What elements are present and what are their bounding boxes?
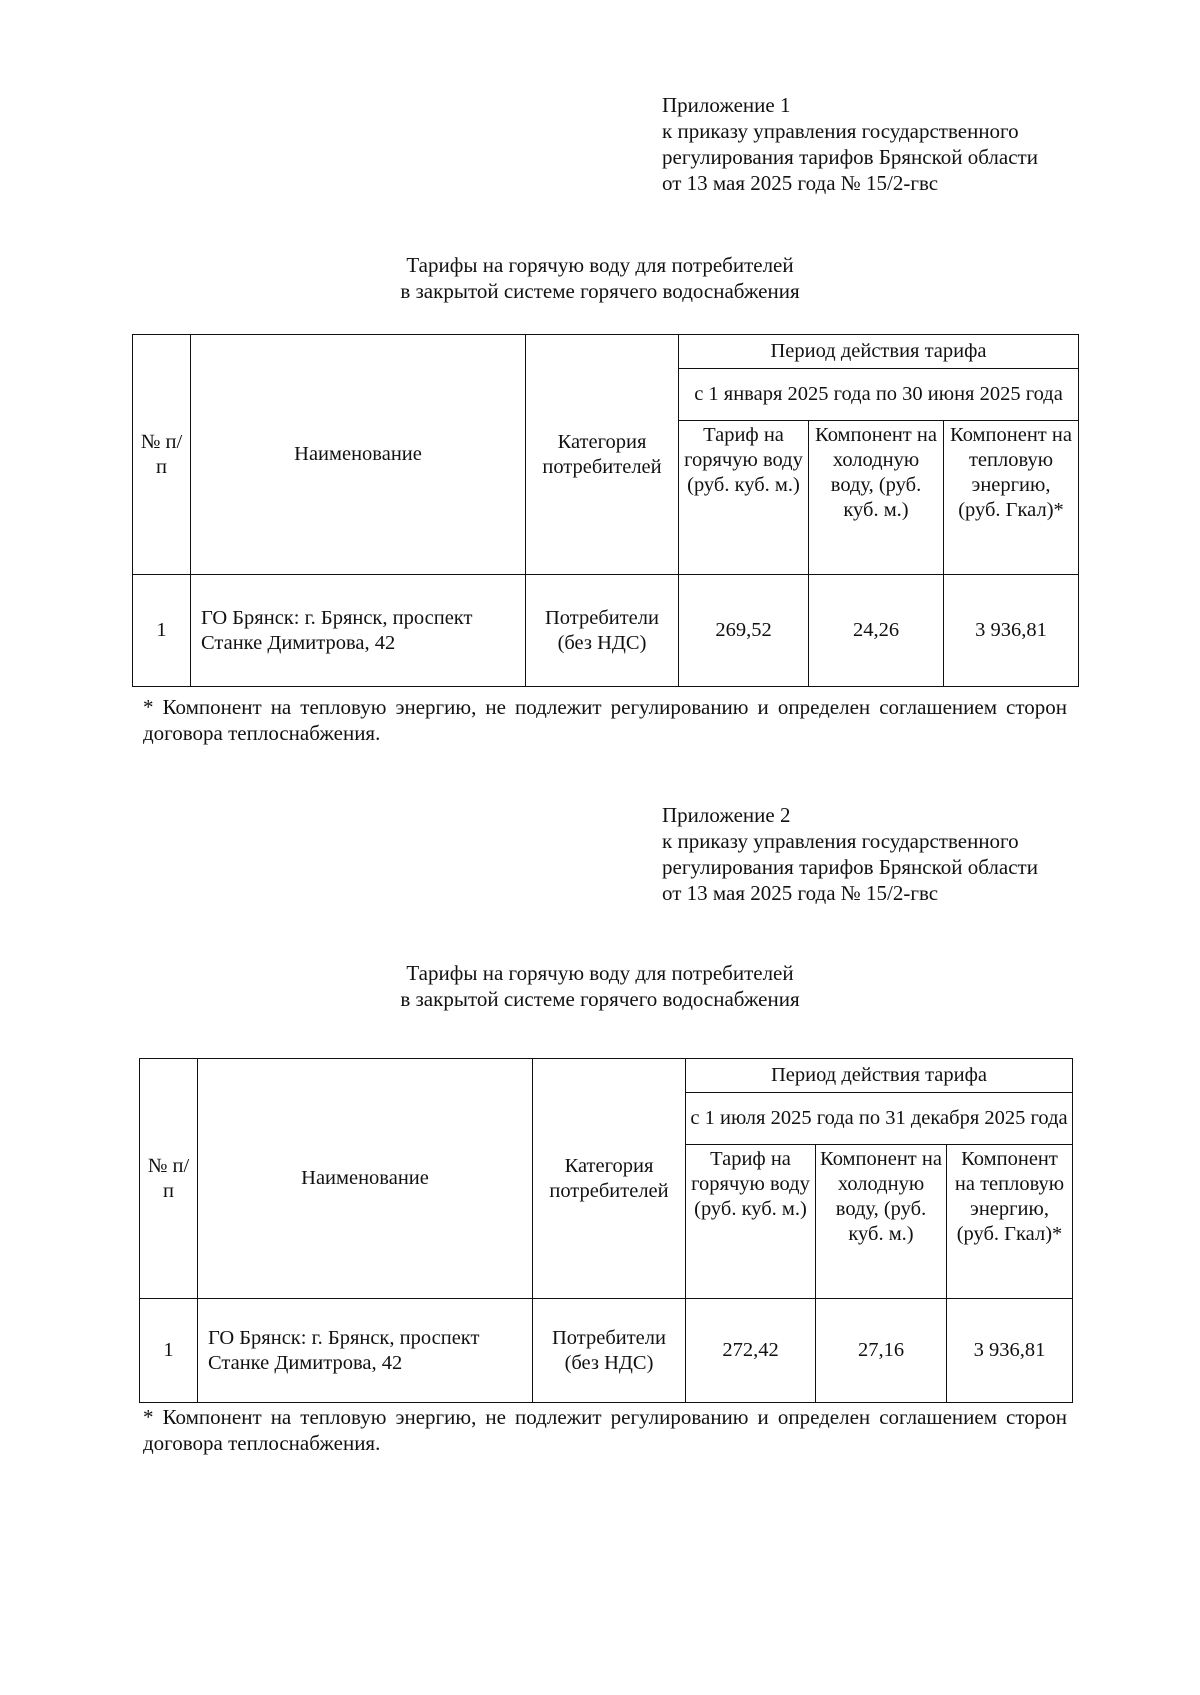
- title-line: Тарифы на горячую воду для потребителей: [406, 961, 794, 985]
- header-tariff: Тариф на горячую воду (руб. куб. м.): [679, 421, 809, 575]
- header-period: Период действия тарифа: [679, 335, 1079, 369]
- header-tariff: Тариф на горячую воду (руб. куб. м.): [686, 1145, 816, 1299]
- period-value: с 1 июля 2025 года по 31 декабря 2025 года: [686, 1093, 1073, 1145]
- title-line: в закрытой системе горячего водоснабжения: [400, 987, 800, 1011]
- header-name: Наименование: [198, 1059, 533, 1299]
- row-cold-water: 27,16: [816, 1299, 947, 1403]
- table-row: [133, 575, 1079, 687]
- title-line: Тарифы на горячую воду для потребителей: [406, 253, 794, 277]
- appendix-line: к приказу управления государственного: [662, 829, 1019, 853]
- appendix-line: регулирования тарифов Брянской области: [662, 855, 1038, 879]
- row-cold-water: 24,26: [809, 575, 944, 687]
- appendix-line: от 13 мая 2025 года № 15/2-гвс: [662, 881, 939, 905]
- header-heat-energy: Компонент на тепловую энергию, (руб. Гкал)*: [947, 1145, 1073, 1299]
- row-category: Потребители (без НДС): [533, 1299, 686, 1403]
- row-name: ГО Брянск: г. Брянск, проспект Станке Димитрова, 42: [198, 1299, 533, 1403]
- footnote-1: * Компонент на тепловую энергию, не подлежит регулированию и определен соглашением сторон договора теплоснабжения.: [143, 695, 1067, 745]
- header-number: № п/п: [140, 1059, 198, 1299]
- header-number: № п/п: [133, 335, 191, 575]
- appendix-line: Приложение 1: [662, 93, 791, 117]
- appendix-1-header: [662, 92, 1122, 196]
- row-heat-energy: 3 936,81: [944, 575, 1079, 687]
- appendix-line: к приказу управления государственного: [662, 119, 1019, 143]
- row-number: 1: [140, 1299, 198, 1403]
- header-heat-energy: Компонент на тепловую энергию, (руб. Гкал)*: [944, 421, 1079, 575]
- table-1-title: [300, 252, 900, 304]
- period-value: с 1 января 2025 года по 30 июня 2025 года: [679, 369, 1079, 421]
- row-category: Потребители (без НДС): [526, 575, 679, 687]
- table-2-title: [300, 960, 900, 1012]
- header-category: Категория потребителей: [533, 1059, 686, 1299]
- header-name: Наименование: [191, 335, 526, 575]
- header-cold-water: Компонент на холодную воду, (руб. куб. м.): [809, 421, 944, 575]
- tariff-table-2: [139, 1058, 1073, 1403]
- appendix-line: от 13 мая 2025 года № 15/2-гвс: [662, 171, 939, 195]
- row-number: 1: [133, 575, 191, 687]
- tariff-table-1: [132, 334, 1079, 687]
- row-tariff: 272,42: [686, 1299, 816, 1403]
- row-heat-energy: 3 936,81: [947, 1299, 1073, 1403]
- appendix-2-header: [662, 802, 1122, 906]
- header-cold-water: Компонент на холодную воду, (руб. куб. м.): [816, 1145, 947, 1299]
- appendix-line: Приложение 2: [662, 803, 791, 827]
- title-line: в закрытой системе горячего водоснабжения: [400, 279, 800, 303]
- header-category: Категория потребителей: [526, 335, 679, 575]
- row-name: ГО Брянск: г. Брянск, проспект Станке Димитрова, 42: [191, 575, 526, 687]
- table-row: [140, 1299, 1073, 1403]
- appendix-line: регулирования тарифов Брянской области: [662, 145, 1038, 169]
- header-period: Период действия тарифа: [686, 1059, 1073, 1093]
- footnote-2: * Компонент на тепловую энергию, не подлежит регулированию и определен соглашением сторон договора теплоснабжения.: [143, 1405, 1067, 1455]
- row-tariff: 269,52: [679, 575, 809, 687]
